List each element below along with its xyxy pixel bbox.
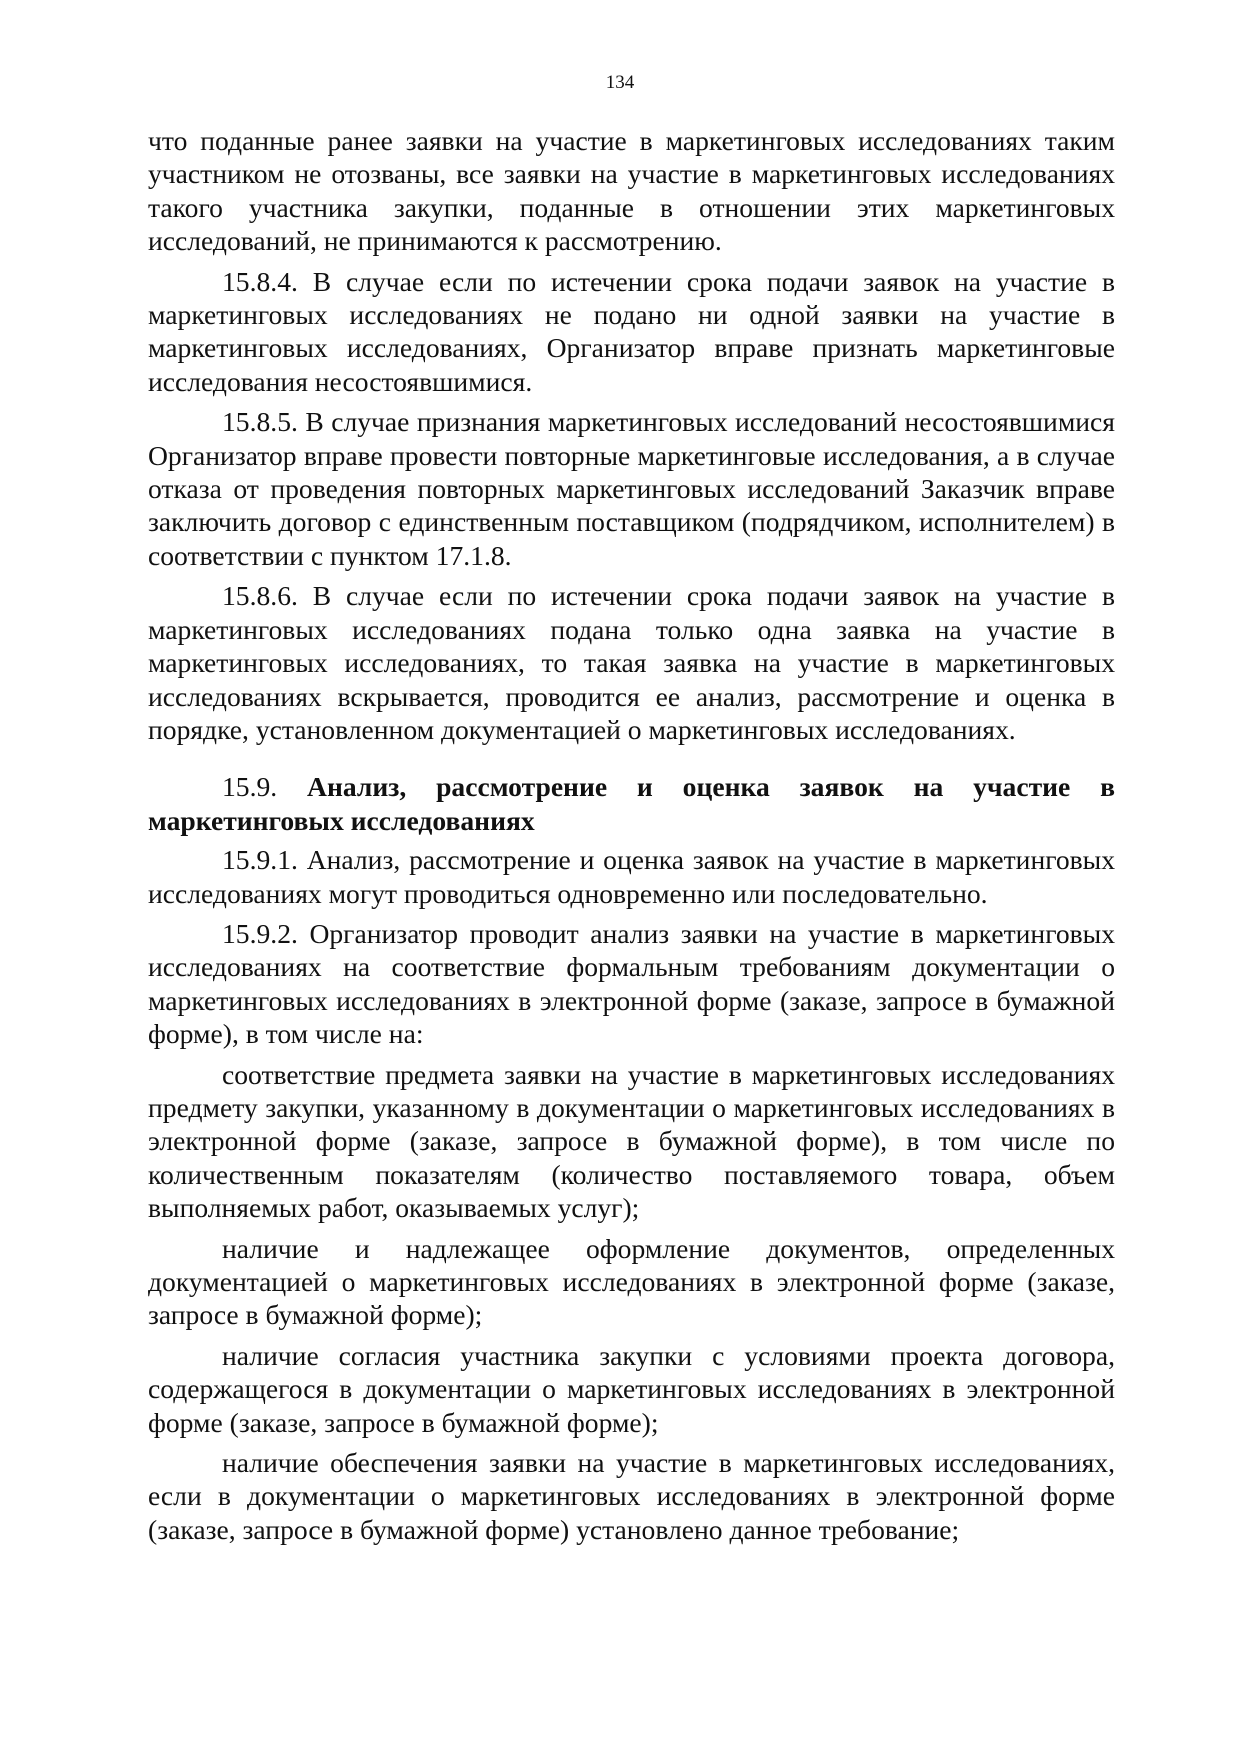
list-item-documents: наличие и надлежащее оформление документов, определенных документацией о маркетинговых исследованиях в электронной форме (заказе, запросе в бумажной форме); — [148, 1232, 1115, 1331]
document-body — [148, 124, 1115, 1553]
list-item-contract-consent: наличие согласия участника закупки с условиями проекта договора, содержащегося в документации о маркетинговых исследованиях в электронной форме (заказе, запросе в бумажной форме); — [148, 1339, 1115, 1438]
list-item-bid-security: наличие обеспечения заявки на участие в маркетинговых исследованиях, если в документации о маркетинговых исследованиях в электронной форме (заказе, запросе в бумажной форме) установлено данное требование; — [148, 1447, 1115, 1545]
section-heading-15-9 — [148, 770, 1115, 837]
paragraph-15-9-2: 15.9.2. Организатор проводит анализ заявки на участие в маркетинговых исследованиях на соответствие формальным требованиям документации о маркетинговых исследованиях в электронной форме (заказе, запросе в бумажной форме), в том числе на: — [148, 917, 1115, 1050]
paragraph-15-9-1: 15.9.1. Анализ, рассмотрение и оценка заявок на участие в маркетинговых исследованиях могут проводиться одновременно или последовательно. — [148, 844, 1115, 909]
paragraph-15-8-5: 15.8.5. В случае признания маркетинговых исследований несостоявшимися Организатор вправе провести повторные маркетинговые исследования, а в случае отказа от проведения повторных маркетинговых исследований Заказчик вправе заключить договор с единственным поставщиком (подрядчиком, исполнителем) в соответствии с пунктом 17.1.8. — [148, 406, 1115, 571]
paragraph-15-8-6: 15.8.6. В случае если по истечении срока подачи заявок на участие в маркетинговых исследованиях подана только одна заявка на участие в маркетинговых исследованиях, то такая заявка на участие в маркетинговых исследованиях вскрывается, проводится ее анализ, рассмотрение и оценка в порядке, установленном документацией о маркетинговых исследованиях. — [148, 580, 1115, 745]
paragraph-continuation: что поданные ранее заявки на участие в маркетинговых исследованиях таким участником не отозваны, все заявки на участие в маркетинговых исследованиях такого участника закупки, поданные в отношении этих маркетинговых исследований, не принимаются к рассмотрению. — [148, 125, 1115, 257]
list-item-subject-compliance: соответствие предмета заявки на участие в маркетинговых исследованиях предмету закупки, указанному в документации о маркетинговых исследованиях в электронной форме (заказе, запросе в бумажной форме), в том числе по количественным показателям (количество поставляемого товара, объем выполняемых работ, оказываемых услуг); — [148, 1058, 1115, 1224]
section-number: 15.9. — [222, 771, 308, 803]
section-title: Анализ, рассмотрение и оценка заявок на участие в маркетинговых исследованиях — [148, 771, 1115, 836]
page-number: 134 — [605, 72, 635, 93]
paragraph-15-8-4: 15.8.4. В случае если по истечении срока подачи заявок на участие в маркетинговых исследованиях не подано ни одной заявки на участие в маркетинговых исследованиях, Организатор вправе признать маркетинговые исследования несостоявшимися. — [148, 265, 1115, 397]
